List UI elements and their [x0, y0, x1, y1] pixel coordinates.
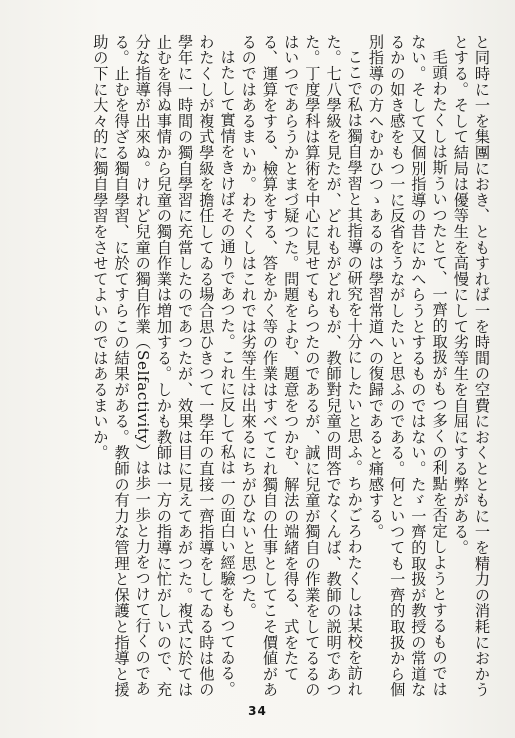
- vertical-text-block: [38, 34, 492, 702]
- paragraph-2: 毛頭わたくしは斯ういつたとて、一齊的取扱がもつ多くの利點を否定しようとするものではない。そして又個別指導の昔にかへらうとするものではない。たゞ一齊的取扱が教授の常道なるかの如き感をもつ一に反省をうながしたいと思ふのである。何といつても一齊的取扱から個別指導の方へむかひつゝあるのは學習常道への復歸であると痛感する。: [366, 34, 449, 698]
- paragraph-4: はたして實情をきけばその通りであつた。これに反して私は一の面白い經驗をもつてゐる。わたくしが複式學級を擔任してゐる場合思ひきつて一學年の直接一齊指導をしてゐる時は他の學年に一時間の獨自學習に充當したのであつたが、效果は目に見えてあがつた。複式に於ては止むを得ぬ事情から兒童の獨自作業は増加する。しかも教師は一方の指導に忙がしいので、充分な指導が出來ぬ。けれど兒童の獨自作業（Selfactivity）は歩一歩と力をつけて行くのである。止むを得ざる獨自學習、に於てすらこの結果がある。教師の有力な管理と保護と指導と援助の下に大々的に獨自學習をさせてよいのではあるまいか。: [91, 34, 237, 698]
- page-number: 34: [248, 704, 267, 718]
- paragraph-1: と同時に一を集團におき、ともすれば一を時間の空費におくとともに一を精力の消耗におかうとする。そして結局は優等生を高慢にして劣等生を自屈にする弊がある。: [451, 34, 491, 698]
- paragraph-3: ここで私は獨自學習と其指導の研究を十分にしたいと思ふ。ちかごろわたくしは某校を訪れた。七八學級を見たが、どれもがどれもが、教師對兒童の問答でなくんば、教師の説明であつた。丁度學科は算術を中心に見せてもらつたのであるが、誠に兒童が獨自の作業をしてるるのはいつであらうかとまづ疑つた。問題をよむ、題意をつかむ、解法の端緒を得る、式をたてる、運算をする、檢算をする、答をかく等の作業はすべてこれ獨自の仕事としてこそ價値があるのではあるまいか。わたくしはこれでは劣等生は出來るにちがひないと思つた。: [239, 34, 364, 698]
